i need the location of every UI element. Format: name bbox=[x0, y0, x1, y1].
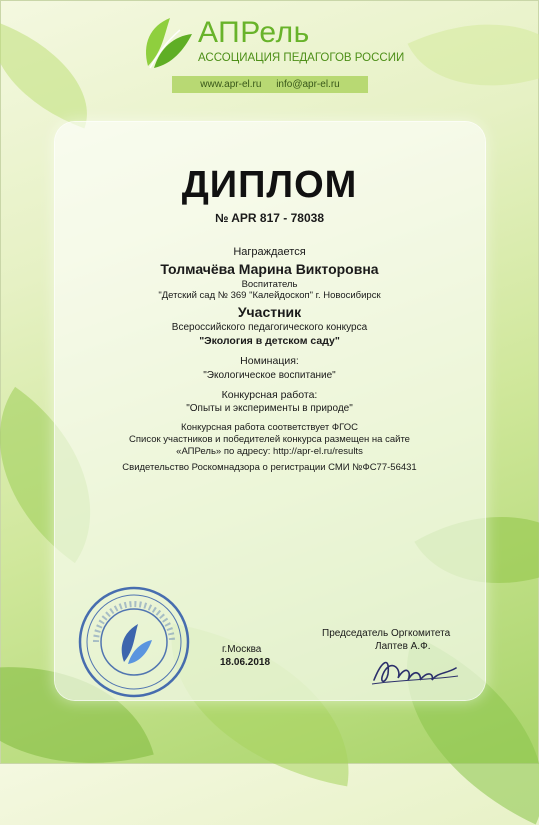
signature-icon bbox=[368, 650, 464, 690]
brand-logo bbox=[140, 12, 405, 72]
recipient-position: Воспитатель bbox=[241, 279, 298, 290]
website-link[interactable]: www.apr-el.ru bbox=[200, 79, 262, 90]
note-results-url: «АПРель» по адресу: http://apr-el.ru/results bbox=[176, 446, 363, 457]
seal-icon bbox=[78, 586, 190, 698]
recipient-organization: "Детский сад № 369 "Калейдоскоп" г. Новосибирск bbox=[158, 290, 381, 301]
work-label: Конкурсная работа: bbox=[221, 389, 318, 401]
contact-bar bbox=[172, 76, 368, 93]
award-status: Участник bbox=[237, 304, 302, 320]
city: г.Москва bbox=[222, 644, 262, 655]
signature bbox=[368, 650, 464, 695]
awarded-label: Награждается bbox=[233, 246, 306, 258]
email-link[interactable]: info@apr-el.ru bbox=[276, 79, 340, 90]
issue-date: 18.06.2018 bbox=[220, 657, 271, 668]
recipient-name: Толмачёва Марина Викторовна bbox=[160, 261, 379, 277]
official-seal bbox=[78, 586, 190, 703]
chair-title: Председатель Оргкомитета bbox=[322, 628, 451, 639]
work-title: "Опыты и эксперименты в природе" bbox=[186, 403, 353, 414]
leaf-logo-icon bbox=[140, 14, 194, 70]
contest-type: Всероссийского педагогического конкурса bbox=[171, 322, 368, 333]
note-participants: Список участников и победителей конкурса размещен на сайте bbox=[129, 434, 410, 445]
note-registration: Свидетельство Роскомнадзора о регистрации СМИ №ФС77-56431 bbox=[122, 462, 417, 473]
logo-subtitle: АССОЦИАЦИЯ ПЕДАГОГОВ РОССИИ bbox=[198, 52, 405, 64]
contest-name: "Экология в детском саду" bbox=[199, 335, 340, 347]
nomination-label: Номинация: bbox=[240, 355, 299, 367]
diploma-number: № APR 817 - 78038 bbox=[215, 211, 324, 225]
logo-title: АПРель bbox=[198, 16, 310, 49]
note-fgos: Конкурсная работа соответствует ФГОС bbox=[181, 422, 358, 433]
diploma-title: ДИПЛОМ bbox=[181, 164, 358, 206]
nomination-value: "Экологическое воспитание" bbox=[203, 370, 336, 381]
chair-name: Лаптев А.Ф. bbox=[375, 641, 431, 652]
